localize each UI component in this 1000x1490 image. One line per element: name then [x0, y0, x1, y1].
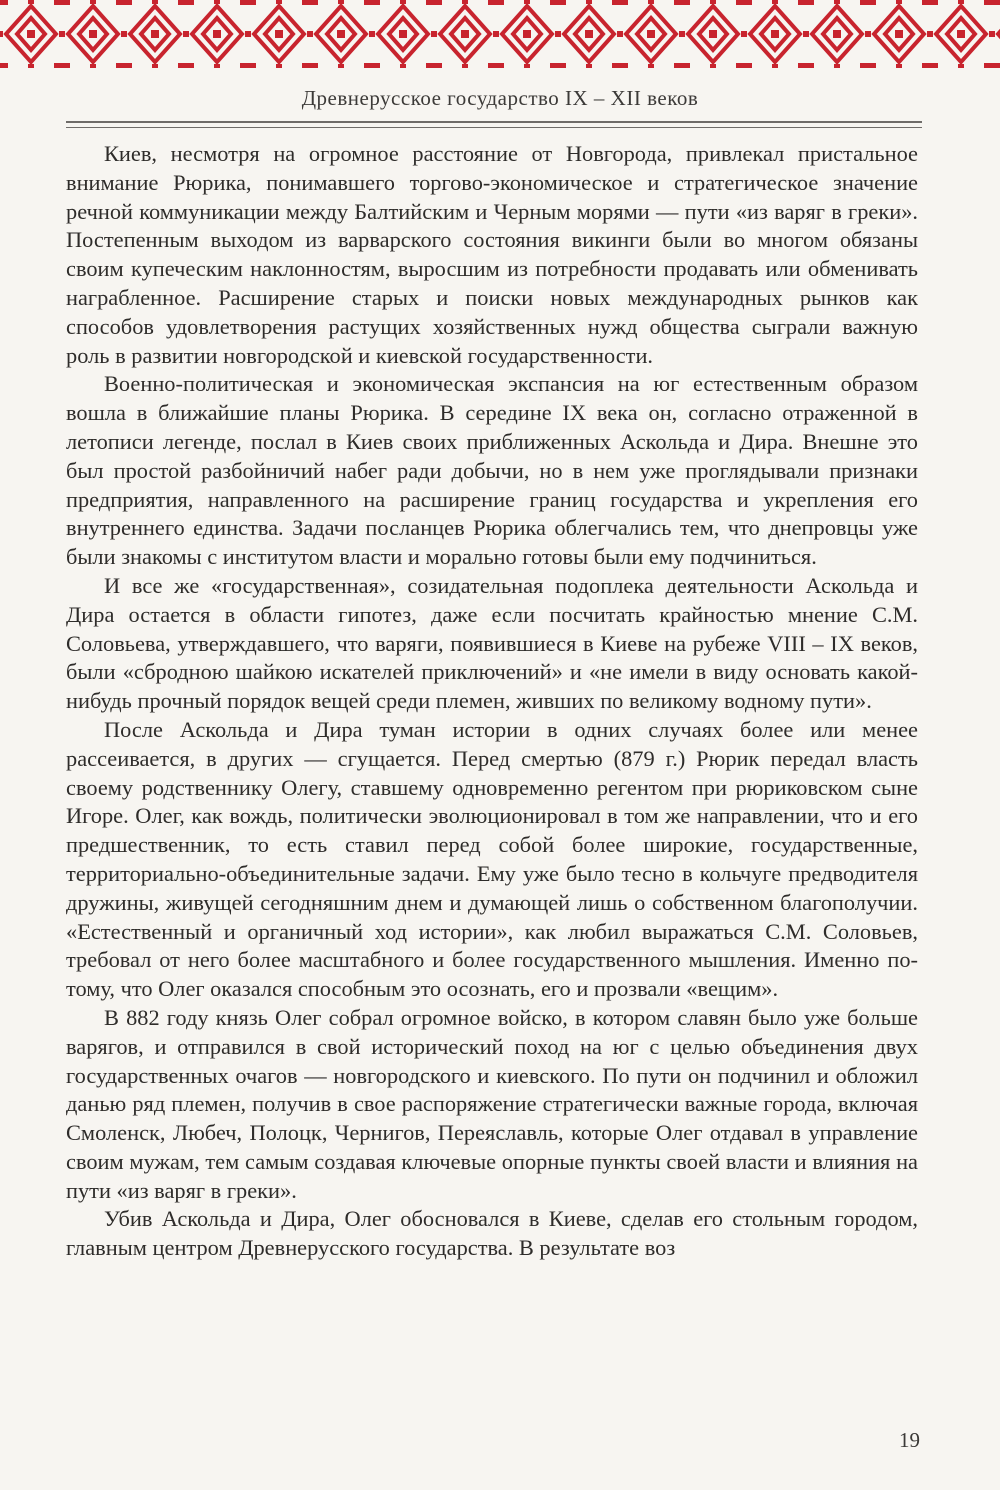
page-number: 19	[899, 1428, 920, 1452]
body-text	[66, 140, 918, 1263]
paragraph: И все же «государственная», созидательная подоплека деятельности Аскольда и Дира остается в области гипотез, даже если посчитать крайностью мнение С.М. Соловьева, утверждавшего, что варяги, появившиеся в Киеве на рубеже VIII – IX веков, были «сбродною шайкою искателей приключений» и «не имели в виду основать какой-нибудь прочный порядок вещей среди племен, живших по великому водному пути».	[66, 572, 918, 714]
decorative-ornament-band	[0, 0, 1000, 68]
header-rule-thick	[66, 121, 922, 123]
paragraph: В 882 году князь Олег собрал огромное войско, в котором славян было уже больше варягов, и отправился в свой исторический поход на юг с целью объединения двух государственных очагов — новгородского и киевского. По пути он подчинил и обложил данью ряд племен, получив в свое распоряжение стратегически важные города, включая Смоленск, Любеч, Полоцк, Чернигов, Переяславль, которые Олег отдавал в управление своим мужам, тем самым создавая ключевые опорные пункты своей власти и влияния на пути «из варяг в греки».	[66, 1004, 918, 1203]
running-header-title: Древнерусское государство IX – XII веков	[301, 86, 699, 110]
paragraph: После Аскольда и Дира туман истории в одних случаях более или менее рассеивается, в других — сгущается. Перед смертью (879 г.) Рюрик передал власть своему родственнику Олегу, ставшему одновременно регентом при рюриковском сыне Игоре. Олег, как вождь, политически эволюционировал в том же направлении, что и его предшественник, то есть ставил перед собой более широкие, государственные, территориально-объединительные задачи. Ему уже было тесно в кольчуге предводителя дружины, живущей сегодняшним днем и думающей лишь о собственном благополучии. «Естественный и органичный ход истории», как любил выражаться С.М. Соловьев, требовал от него более масштабного и более государственного мышления. Именно потому, что Олег оказался способным это осознать, его и прозвали «вещим».	[66, 716, 918, 1002]
paragraph: Военно-политическая и экономическая экспансия на юг естественным образом вошла в ближайшие планы Рюрика. В середине IX века он, согласно отраженной в летописи легенде, послал в Киев своих приближенных Аскольда и Дира. Внешне это был простой разбойничий набег ради добычи, но в нем уже проглядывали признаки предприятия, направленного на расширение границ государства и укрепления его внутреннего единства. Задачи посланцев Рюрика облегчались тем, что днепровцы уже были знакомы с институтом власти и морально готовы были ему подчиниться.	[66, 371, 918, 570]
header-rule-thin	[66, 127, 922, 128]
paragraph: Убив Аскольда и Дира, Олег обосновался в Киеве, сделав его стольным городом, главным центром Древнерусского государства. В результате воз	[66, 1206, 918, 1261]
paragraph: Киев, несмотря на огромное расстояние от Новгорода, привлекал пристальное внимание Рюрика, понимавшего торгово-экономическое и стратегическое значение речной коммуникации между Балтийским и Черным морями — пути «из варяг в греки». Постепенным выходом из варварского состояния викинги были во многом обязаны своим купеческим наклонностям, выросшим из потребности продавать или обменивать награбленное. Расширение старых и поиски новых международных рынков как способов удовлетворения растущих хозяйственных нужд общества сыграли важную роль в развитии новгородской и киевской государственности.	[66, 141, 918, 368]
